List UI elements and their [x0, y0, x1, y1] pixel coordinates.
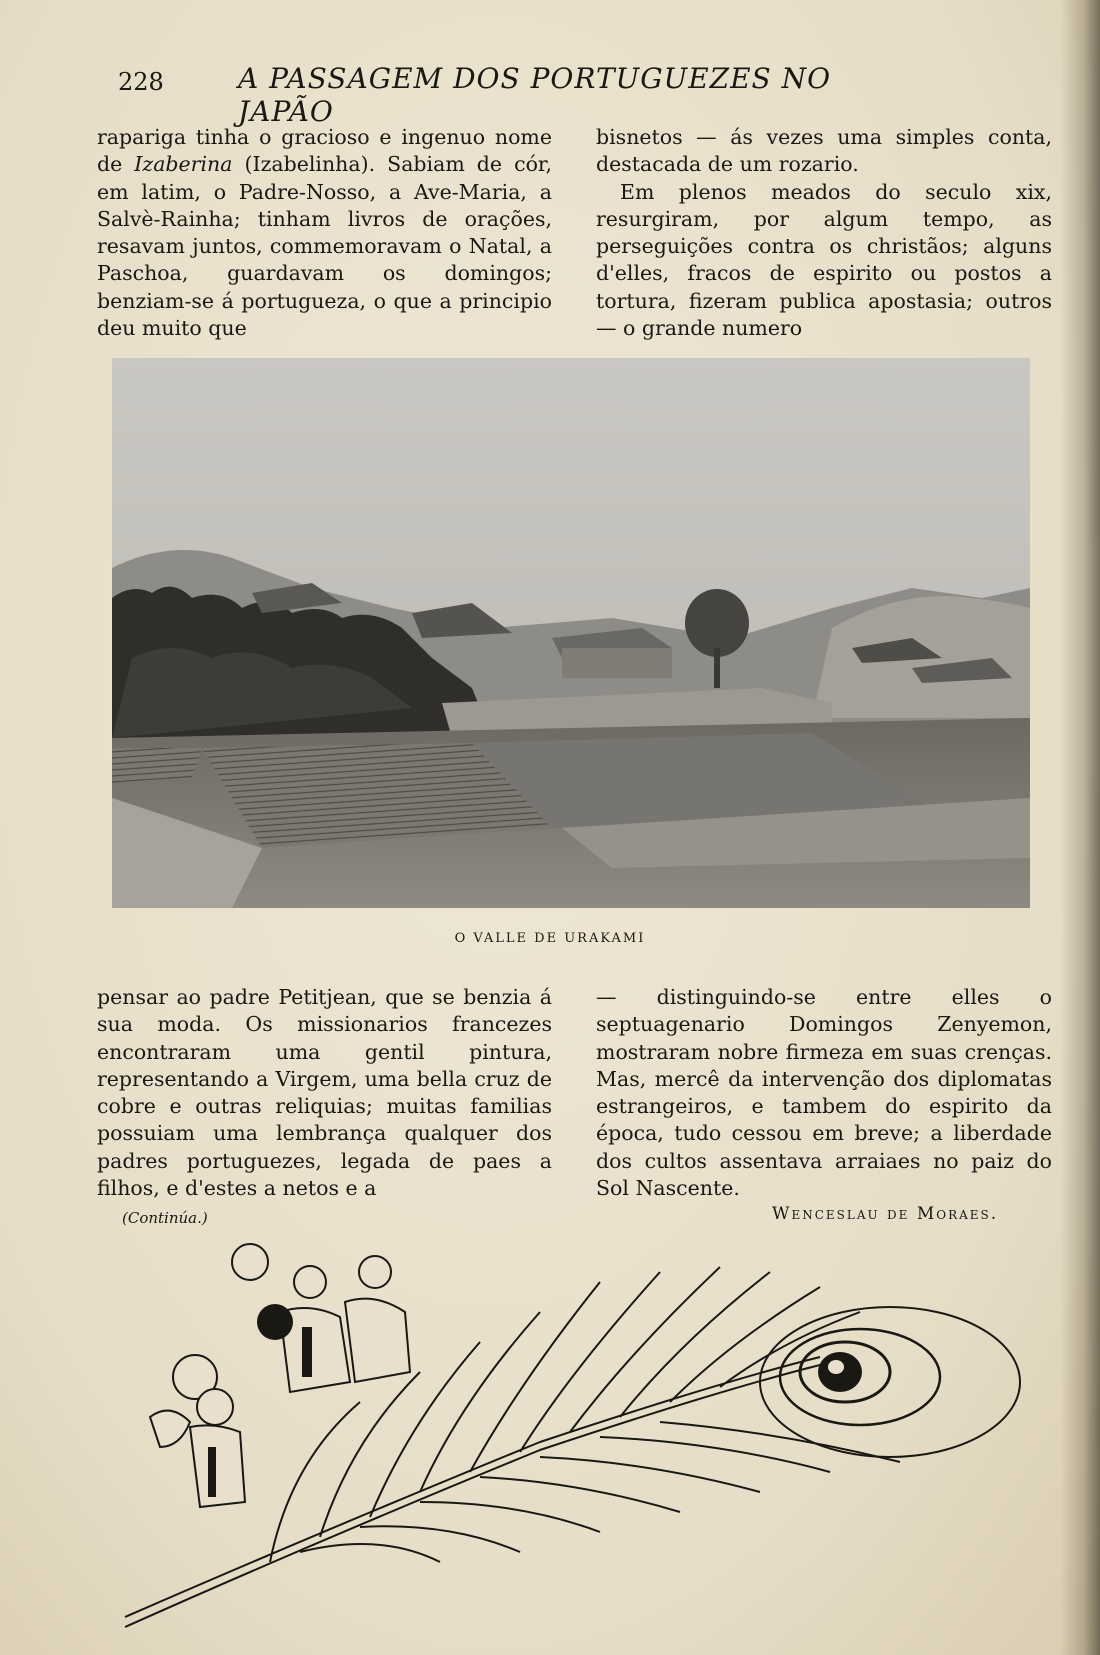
- photograph-valley: [112, 358, 1030, 908]
- page-number: 228: [118, 68, 164, 96]
- author-signature: Wenceslau de Moraes.: [772, 1204, 999, 1224]
- text-column-top-left: [97, 124, 552, 342]
- page-header: [118, 62, 918, 128]
- paragraph: [97, 124, 552, 342]
- running-title: A PASSAGEM DOS PORTUGUEZES NO JAPÃO: [238, 62, 832, 128]
- text-column-bottom-left: [97, 984, 552, 1202]
- paragraph: bisnetos — ás vezes uma simples conta, destacada de um rozario.: [596, 125, 1052, 177]
- paragraph: pensar ao padre Petitjean, que se benzia á sua moda. Os missionarios francezes encontraram uma gentil pintura, representando a Virgem, uma bella cruz de cobre e outras reliquias; muitas familias possuiam uma lembrança qualquer dos padres portuguezes, legada de paes a filhos, e d'estes a netos e a: [97, 985, 552, 1201]
- paragraph: — distinguindo-se entre elles o septuagenario Domingos Zenyemon, mostraram nobre firmeza em suas crenças. Mas, mercê da intervenção dos diplomatas estrangeiros, e tambem do espirito da época, tudo cessou em breve; a liberdade dos cultos assentava arraiaes no paiz do Sol Nascente.: [596, 985, 1052, 1201]
- figure-caption: O VALLE DE URAKAMI: [454, 931, 646, 946]
- paragraph: Em plenos meados do seculo xix, resurgiram, por algum tempo, as perseguições contra os christãos; alguns d'elles, fracos de espirito ou postos a tortura, fizeram publica apostasia; outros — o grande numero: [596, 179, 1052, 341]
- binding-shadow: [1060, 0, 1100, 1655]
- italic-name: Izaberina: [134, 152, 233, 177]
- continued-note: (Continúa.): [122, 1209, 208, 1227]
- text-column-bottom-right: [596, 984, 1052, 1202]
- text-run: (Izabelinha). Sabiam de cór, em latim, o Padre-Nosso, a Ave-Maria, a Salvè-Rainha; tinham livros de orações, resavam juntos, commemoravam o Natal, a Paschoa, guardavam os domingos; benziam-se á portugueza, o que a principio deu muito que: [97, 152, 552, 341]
- text-column-top-right: [596, 124, 1052, 342]
- peacock-feather-illustration: [120, 1232, 1040, 1642]
- text-run: rapariga tinha o gracioso e ingenuo nome de: [97, 125, 552, 177]
